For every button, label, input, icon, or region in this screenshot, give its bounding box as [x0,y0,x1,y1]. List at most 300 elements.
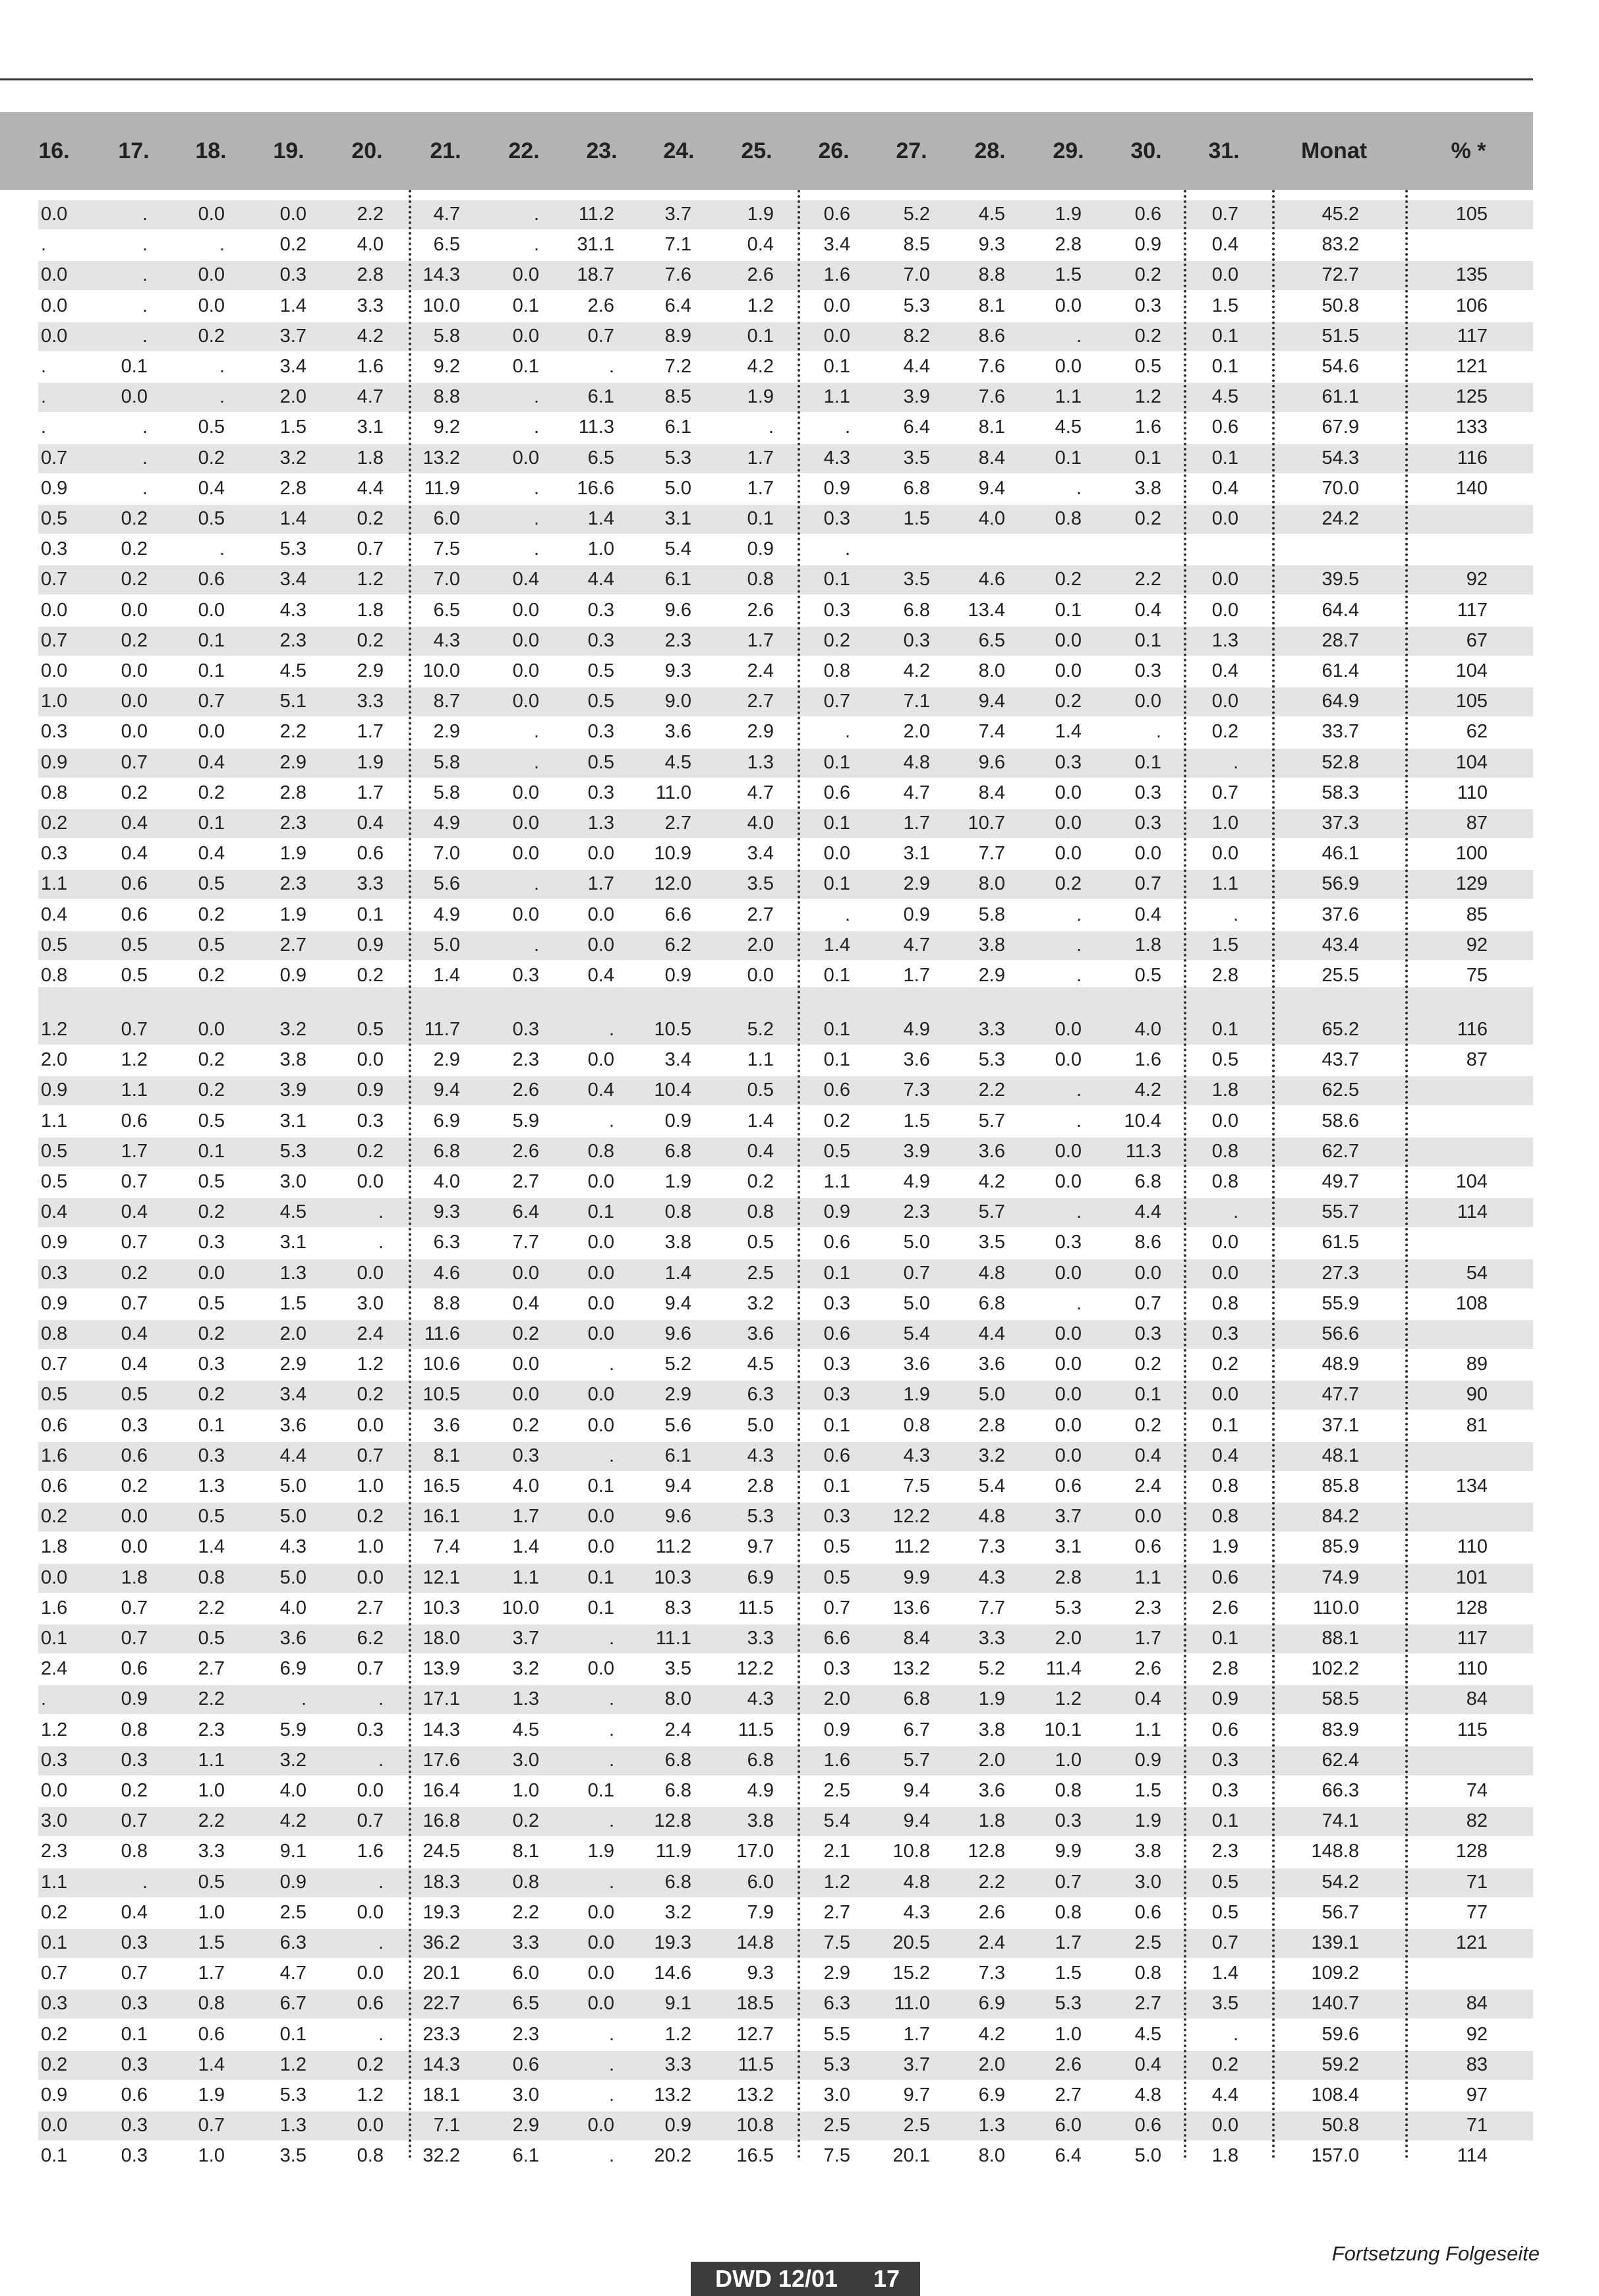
table-cell: 0.3 [823,1658,850,1680]
table-cell: 0.3 [823,1506,850,1528]
section-separator [38,987,1533,1016]
table-cell: 58.6 [1322,1110,1359,1132]
table-cell: 1.5 [198,1932,225,1953]
table-cell: 5.2 [903,204,930,225]
table-cell: 0.1 [279,2023,306,2045]
table-cell: 0.0 [41,264,68,286]
table-cell: 97 [1466,2084,1488,2106]
table-cell: 9.1 [279,1841,306,1862]
table-cell: 0.1 [823,965,850,986]
table-cell: 18.5 [736,1993,774,2015]
table-cell: . [844,416,850,438]
table-cell: 6.1 [512,2145,539,2167]
table-cell: 14.6 [654,1963,691,1984]
table-cell: 83 [1466,2053,1488,2075]
table-cell: 11.9 [655,1841,691,1862]
table-cell: 12.2 [736,1658,774,1680]
table-cell: 3.5 [903,447,930,469]
table-cell: 0.2 [1134,1414,1161,1436]
table-cell: 4.6 [433,1262,460,1284]
table-cell: 2.6 [747,264,774,286]
table-cell: 0.8 [1211,1140,1238,1162]
table-cell: 0.0 [587,1506,614,1528]
table-cell: 1.7 [512,1506,539,1528]
table-cell: 11.6 [424,1323,460,1344]
table-cell: 2.7 [357,1597,384,1619]
table-cell: 3.9 [903,386,930,408]
table-cell: 0.0 [41,1780,68,1801]
table-cell: 2.2 [198,1688,225,1710]
table-cell: 0.3 [587,782,614,803]
table-cell: 85.8 [1322,1476,1359,1497]
table-cell: 0.0 [587,1384,614,1406]
table-cell: . [608,1719,614,1740]
table-cell: 0.2 [1211,721,1238,743]
table-cell: 0.4 [747,234,774,256]
table-cell: 0.8 [41,1323,68,1344]
table-cell: 24.2 [1322,508,1359,529]
table-cell: 36.2 [422,1932,460,1953]
table-cell: 1.1 [41,1871,68,1893]
table-cell: 13.2 [422,447,460,469]
table-cell: 0.4 [1134,1445,1161,1466]
table-cell: 0.5 [1211,1049,1238,1071]
table-cell: 3.1 [903,843,930,865]
table-cell: 14.3 [422,2053,460,2075]
table-cell: 6.0 [1055,2115,1082,2137]
table-cell: 2.9 [279,751,306,773]
table-cell: 11.2 [578,204,614,225]
table-cell: 4.0 [433,1171,460,1192]
table-cell: 1.7 [587,873,614,895]
table-cell: 1.0 [357,1476,384,1497]
table-cell: 4.7 [279,1963,306,1984]
table-cell: 4.0 [279,1597,306,1619]
table-cell: 16.1 [422,1506,460,1528]
header-cell: 24. [663,138,695,163]
table-cell: 0.3 [1134,1323,1161,1344]
table-cell: 1.3 [587,813,614,834]
table-cell: 8.7 [433,691,460,712]
table-cell: 6.7 [279,1993,306,2015]
table-cell: 4.3 [747,1445,774,1466]
table-cell: 3.2 [279,1019,306,1040]
table-cell: 61.4 [1322,660,1359,681]
table-cell: 7.5 [823,1932,850,1953]
table-cell: 0.0 [121,1536,148,1558]
table-cell: 4.4 [903,356,930,377]
table-cell: 2.0 [1055,1628,1082,1649]
table-cell: 0.0 [1055,1445,1082,1466]
table-cell: 3.3 [978,1628,1005,1649]
table-cell: 1.2 [41,1719,68,1740]
table-cell: 15.2 [892,1963,930,1984]
table-cell: 6.4 [903,416,930,438]
table-cell: 0.0 [198,1019,225,1040]
table-cell: 0.1 [41,1628,68,1649]
table-cell: 1.2 [41,1019,68,1040]
table-cell: 1.0 [198,2145,225,2167]
table-cell: 0.6 [823,1232,850,1253]
table-cell: 0.8 [1211,1171,1238,1192]
table-cell: 3.5 [279,2145,306,2167]
table-cell: 0.3 [1134,660,1161,681]
table-cell: 2.0 [978,2053,1005,2075]
table-cell: 2.8 [978,1414,1005,1436]
table-cell: 1.3 [1211,629,1238,651]
table-cell: 54.6 [1322,356,1359,377]
table-cell: 0.3 [41,843,68,865]
table-cell: 8.8 [433,1292,460,1314]
table-cell: 8.1 [978,295,1005,316]
table-cell: 7.1 [903,691,930,712]
table-cell: 6.8 [1134,1171,1161,1192]
table-cell: 0.0 [279,204,306,225]
table-cell: 43.7 [1322,1049,1359,1071]
table-cell: 18.1 [422,2084,460,2106]
table-cell: 140 [1455,477,1488,499]
table-cell: 6.5 [587,447,614,469]
table-cell: 72.7 [1322,264,1359,286]
table-cell: 7.5 [433,538,460,560]
table-cell: 2.2 [978,1871,1005,1893]
continuation-note: Fortsetzung Folgeseite [1331,2242,1540,2265]
table-cell: 0.0 [512,660,539,681]
table-cell: 0.1 [1134,1384,1161,1406]
table-cell: 4.7 [903,934,930,956]
table-cell: 1.1 [1134,1566,1161,1588]
table-cell: 3.5 [978,1232,1005,1253]
table-cell: 3.6 [747,1323,774,1344]
table-cell: 3.9 [903,1140,930,1162]
table-cell: 8.4 [903,1628,930,1649]
table-cell: 128 [1455,1597,1488,1619]
table-cell: 3.8 [747,1810,774,1832]
table-cell: 0.9 [41,477,68,499]
table-cell: 0.2 [41,1901,68,1923]
table-cell: 12.0 [654,873,691,895]
table-cell: . [608,1871,614,1893]
table-cell: 0.0 [512,447,539,469]
table-cell: 3.0 [823,2084,850,2106]
table-cell: 1.7 [1134,1628,1161,1649]
table-cell: 4.9 [433,904,460,925]
table-cell: 0.3 [512,1445,539,1466]
table-cell: 4.3 [433,629,460,651]
table-cell: 0.8 [512,1871,539,1893]
table-cell: 20.1 [422,1963,460,1984]
table-cell: 0.0 [512,813,539,834]
table-cell: 1.0 [587,538,614,560]
table-cell: 4.2 [747,356,774,377]
table-cell: 5.0 [279,1506,306,1528]
table-cell: 0.0 [1055,1019,1082,1040]
table-cell: 10.7 [968,813,1005,834]
table-cell: 1.5 [1211,934,1238,956]
table-cell: 0.6 [1055,1476,1082,1497]
table-cell: 0.8 [1055,1901,1082,1923]
table-cell: 11.3 [578,416,614,438]
table-cell: 2.7 [747,691,774,712]
table-cell: 6.2 [357,1628,384,1649]
table-cell: 1.9 [903,1384,930,1406]
table-cell: 0.2 [357,1140,384,1162]
table-cell: 0.0 [587,934,614,956]
table-cell: 92 [1466,569,1488,590]
page-number: 17 [873,2265,900,2292]
table-cell: 0.6 [121,1658,148,1680]
table-cell: 0.0 [512,599,539,621]
table-cell: 0.9 [823,1719,850,1740]
table-cell: 61.5 [1322,1232,1359,1253]
table-cell: 0.2 [198,1079,225,1101]
table-cell: 0.2 [121,782,148,803]
table-cell: 0.9 [903,904,930,925]
table-cell: 4.8 [978,1262,1005,1284]
table-cell: 3.0 [41,1810,68,1832]
table-cell: 1.3 [978,2115,1005,2137]
table-cell: 16.5 [422,1476,460,1497]
table-cell: 39.5 [1322,569,1359,590]
table-cell: 10.6 [422,1354,460,1375]
table-cell: 6.5 [433,234,460,256]
table-cell: 74.1 [1322,1810,1359,1832]
table-cell: 1.9 [747,204,774,225]
table-cell: . [41,416,47,438]
table-cell: 0.0 [357,1780,384,1801]
table-cell: 4.7 [357,386,384,408]
table-cell: 2.2 [357,204,384,225]
table-cell: 2.8 [279,782,306,803]
table-cell: 0.0 [1055,1171,1082,1192]
table-cell: 59.6 [1322,2023,1359,2045]
table-cell: 0.2 [357,508,384,529]
table-cell: 47.7 [1322,1384,1359,1406]
table-cell: 6.9 [978,1993,1005,2015]
table-cell: 0.1 [587,1566,614,1588]
table-cell: 0.1 [747,325,774,347]
table-cell: 0.6 [121,904,148,925]
table-cell: . [533,751,539,773]
table-cell: 9.2 [433,416,460,438]
table-cell: 3.3 [664,2053,691,2075]
table-cell: 0.3 [357,1719,384,1740]
table-cell: 3.0 [1134,1871,1161,1893]
table-cell: 0.9 [41,1292,68,1314]
table-cell: 0.5 [41,934,68,956]
table-cell: 18.3 [422,1871,460,1893]
table-cell: 1.6 [357,1841,384,1862]
table-cell: 5.3 [1055,1597,1082,1619]
table-cell: 1.9 [1211,1536,1238,1558]
table-cell: . [608,1019,614,1040]
table-cell: . [533,721,539,743]
table-cell: 1.7 [1055,1932,1082,1953]
table-cell: 0.4 [41,904,68,925]
table-cell: 2.5 [823,2115,850,2137]
table-cell: 3.1 [279,1232,306,1253]
table-cell: 0.1 [1211,325,1238,347]
table-cell: 0.2 [512,1810,539,1832]
table-cell: 4.0 [1134,1019,1161,1040]
table-cell: 104 [1455,660,1488,681]
table-cell: 2.9 [279,1354,306,1375]
table-cell: 12.2 [892,1506,930,1528]
table-cell: 4.0 [279,1780,306,1801]
table-cell: . [533,508,539,529]
table-cell: . [378,1688,384,1710]
table-cell: 0.9 [41,2084,68,2106]
table-cell: 4.2 [978,2023,1005,2045]
table-cell: 1.5 [1055,1963,1082,1984]
table-cell: . [608,1749,614,1771]
table-cell: 0.4 [587,965,614,986]
table-cell: 0.2 [121,569,148,590]
table-cell: 0.8 [1134,1963,1161,1984]
table-cell: 3.6 [978,1780,1005,1801]
table-cell: 9.7 [903,2084,930,2106]
table-cell: 13.9 [422,1658,460,1680]
table-cell: 0.8 [1055,1780,1082,1801]
table-cell: 4.9 [903,1171,930,1192]
table-cell: 0.3 [121,2053,148,2075]
table-cell: 0.1 [747,508,774,529]
table-cell: 85.9 [1322,1536,1359,1558]
table-cell: . [608,356,614,377]
table-cell: 6.4 [512,1201,539,1223]
table-cell: 0.0 [587,2115,614,2137]
table-cell: 139.1 [1311,1932,1359,1953]
table-cell: 3.6 [903,1354,930,1375]
table-cell: 6.3 [433,1232,460,1253]
table-cell: 0.5 [41,1171,68,1192]
table-cell: 0.0 [587,1292,614,1314]
table-cell: 5.8 [433,782,460,803]
table-cell: 0.4 [121,1201,148,1223]
table-cell: 6.5 [433,599,460,621]
table-cell: 16.6 [577,477,614,499]
table-cell: 0.8 [1211,1476,1238,1497]
table-cell: 7.7 [512,1232,539,1253]
table-cell: 2.5 [903,2115,930,2137]
table-cell: 0.0 [357,1049,384,1071]
table-cell: 0.8 [747,1201,774,1223]
table-cell: 2.5 [1134,1932,1161,1953]
table-cell: 10.4 [654,1079,691,1101]
table-cell: . [378,2023,384,2045]
table-cell: 0.4 [1134,599,1161,621]
table-cell: 5.3 [279,2084,306,2106]
header-cell: 27. [896,138,927,163]
table-cell: 0.0 [587,1932,614,1953]
table-cell: 0.5 [198,1292,225,1314]
table-cell: 9.4 [903,1810,930,1832]
table-cell: 0.4 [1211,234,1238,256]
table-cell: 0.9 [747,538,774,560]
table-cell: 3.4 [823,234,850,256]
table-cell: 46.1 [1322,843,1359,865]
table-cell: 9.3 [747,1963,774,1984]
table-cell: 0.0 [41,1566,68,1588]
table-cell: 13.6 [892,1597,930,1619]
table-cell: 3.1 [664,508,691,529]
column-divider [1272,190,1275,2160]
table-cell: 64.9 [1322,691,1359,712]
table-cell: 1.1 [1134,1719,1161,1740]
table-cell: 12.1 [422,1566,460,1588]
table-cell: 0.1 [823,1414,850,1436]
header-cell: 25. [741,138,772,163]
table-cell: 0.0 [198,264,225,286]
table-cell: 0.0 [357,1171,384,1192]
table-cell: 106 [1455,295,1488,316]
table-cell: 0.7 [823,691,850,712]
table-cell: 0.0 [1055,295,1082,316]
table-cell: . [41,356,47,377]
table-cell: 0.1 [823,1049,850,1071]
table-cell: 0.7 [1211,204,1238,225]
table-cell: . [533,873,539,895]
header-cell: 18. [195,138,227,163]
table-cell: 5.4 [823,1810,850,1832]
table-cell: 1.2 [279,2053,306,2075]
table-cell: 6.9 [747,1566,774,1588]
table-cell: 0.0 [1055,629,1082,651]
table-cell: 1.4 [587,508,614,529]
table-cell: 1.7 [903,2023,930,2045]
table-cell: 11.9 [424,477,460,499]
table-cell: 5.1 [279,691,306,712]
table-cell: 14.8 [736,1932,774,1953]
table-cell: 104 [1455,1171,1488,1192]
table-cell: 0.0 [121,660,148,681]
table-cell: 0.7 [1134,1292,1161,1314]
table-cell: 0.6 [1134,1901,1161,1923]
table-cell: 5.4 [664,538,691,560]
table-cell: 0.9 [41,1079,68,1101]
table-cell: 9.3 [433,1201,460,1223]
table-cell: 0.0 [357,1566,384,1588]
table-cell: 74 [1466,1780,1488,1801]
table-cell: 0.7 [121,1171,148,1192]
table-cell: 1.4 [512,1536,539,1558]
table-cell: 0.9 [279,965,306,986]
table-cell: 1.2 [121,1049,148,1071]
table-cell: 1.0 [1211,813,1238,834]
table-cell: 0.5 [198,873,225,895]
table-cell: 4.0 [512,1476,539,1497]
table-cell: 4.2 [279,1810,306,1832]
header-cell: 21. [430,138,461,163]
table-cell: 9.9 [903,1566,930,1588]
table-cell: 3.0 [512,2084,539,2106]
table-cell: 0.0 [198,295,225,316]
table-cell: 0.7 [41,569,68,590]
table-cell: 0.7 [121,1810,148,1832]
table-cell: 2.0 [978,1749,1005,1771]
table-cell: 0.1 [512,295,539,316]
table-cell: 1.4 [198,2053,225,2075]
table-cell: . [1076,325,1082,347]
table-cell: 0.0 [1134,1262,1161,1284]
table-cell: 3.5 [747,873,774,895]
table-cell: 2.6 [978,1901,1005,1923]
table-cell: 3.6 [433,1414,460,1436]
table-cell: 0.0 [512,843,539,865]
table-cell: 0.8 [41,965,68,986]
table-cell: 17.6 [422,1749,460,1771]
table-cell: 5.3 [747,1506,774,1528]
